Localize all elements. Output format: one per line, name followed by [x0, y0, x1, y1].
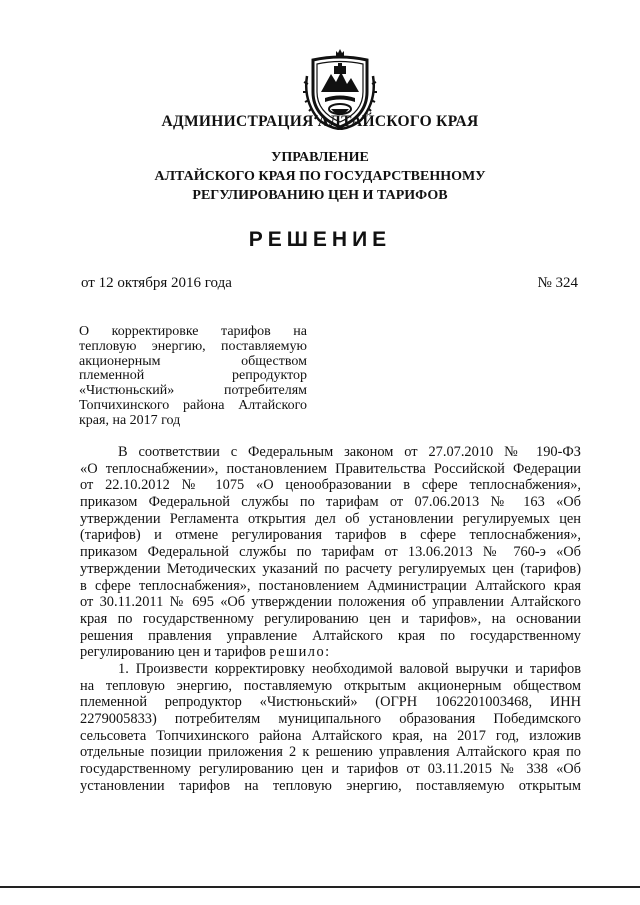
subject-line: О корректировке тарифов на	[79, 324, 307, 339]
document-title: РЕШЕНИЕ	[248, 228, 392, 251]
document-date: от 12 октября 2016 года	[81, 275, 232, 291]
document-body	[80, 444, 581, 794]
body-line: в сфере теплоснабжения», постановлением Администрации Алтайского края	[80, 577, 581, 594]
department-line: АЛТАЙСКОГО КРАЯ ПО ГОСУДАРСТВЕННОМУ	[154, 169, 486, 184]
subject-line: тепловую энергию, поставляемую	[79, 338, 307, 354]
decided-word: решило:	[269, 644, 331, 661]
body-line-decided	[80, 644, 581, 661]
subject-line: акционерным обществом	[79, 353, 307, 369]
department-line: РЕГУЛИРОВАНИЮ ЦЕН И ТАРИФОВ	[192, 188, 448, 203]
body-line: установлении тарифов на тепловую энергию, поставляемую открытым	[80, 777, 581, 794]
body-line: на тепловую энергию, поставляемую открытым акционерным обществом	[80, 677, 581, 694]
body-line: приказом Федеральной службы по тарифам от 07.06.2013 № 163 «Об	[80, 494, 581, 511]
body-line: утверждении Регламента открытия дел об установлении регулируемых цен	[80, 510, 581, 527]
body-line: 1. Произвести корректировку необходимой валовой выручки и тарифов	[118, 660, 581, 677]
body-line: сельсовета Топчихинского района Алтайского края, на 2017 год, изложив	[80, 727, 581, 744]
organization-name: АДМИНИСТРАЦИЯ АЛТАЙСКОГО КРАЯ	[161, 113, 479, 130]
body-line: от 30.11.2011 № 695 «Об утверждении положения об управлении Алтайского	[80, 594, 581, 611]
body-line: приказом Федеральной службы по тарифам от 13.06.2013 № 760-э «Об	[80, 544, 581, 561]
subject-line: племенной репродуктор	[79, 368, 307, 384]
body-line: утверждении Методических указаний по расчету регулируемых цен (тарифов)	[80, 560, 581, 577]
subject-line: края, на 2017 год	[79, 412, 181, 428]
body-line: племенной репродуктор «Чистюньский» (ОГРН 1062201003468, ИНН	[80, 694, 581, 711]
body-line: 2279005833) потребителям муниципального образования Победимского	[80, 711, 581, 727]
subject-line: «Чистюньский» потребителям	[79, 383, 307, 399]
body-line: В соответствии с Федеральным законом от 27.07.2010 № 190-ФЗ	[118, 444, 581, 460]
body-line: края по государственному регулированию цен и тарифов», на основании	[80, 610, 581, 627]
department-name	[0, 148, 640, 205]
body-line: решения правления управление Алтайского края по государственному	[80, 627, 581, 644]
subject-line: Топчихинского района Алтайского	[79, 397, 307, 413]
body-line: государственному регулированию цен и тарифов от 03.11.2015 № 338 «Об	[80, 761, 581, 778]
body-line: от 22.10.2012 № 1075 «О ценообразовании в сфере теплоснабжения»,	[80, 477, 581, 494]
scan-edge-line	[0, 886, 640, 888]
department-line: УПРАВЛЕНИЕ	[271, 150, 369, 165]
body-line: отдельные позиции приложения 2 к решению управления Алтайского края по	[80, 744, 581, 761]
body-line: «О теплоснабжении», постановлением Правительства Российской Федерации	[80, 460, 581, 477]
document-subject	[79, 325, 307, 429]
document-number: № 324	[537, 275, 578, 291]
body-line: (тарифов) и отмене регулирования тарифов в сфере теплоснабжения»,	[80, 527, 581, 544]
body-line: регулированию цен и тарифов	[80, 644, 266, 661]
